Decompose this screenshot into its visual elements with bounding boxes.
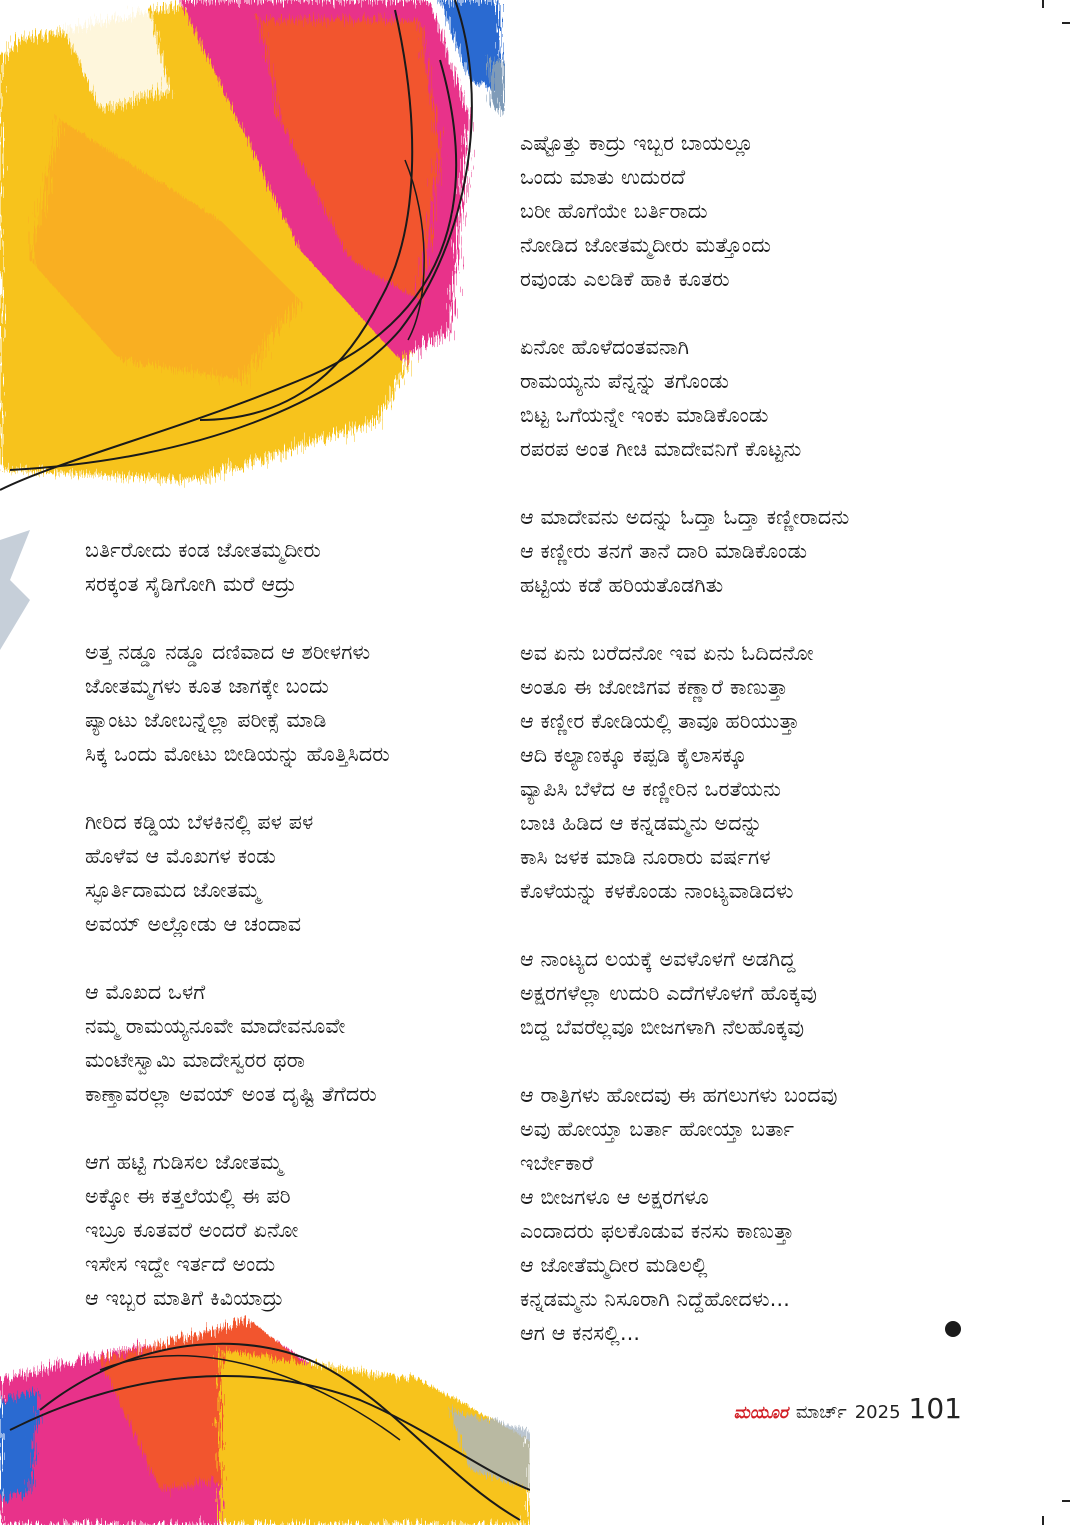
poem-line: ಸರಕ್ಕಂತ ಸೈಡಿಗೋಗಿ ಮರೆ ಆದ್ರು bbox=[85, 572, 296, 596]
poem-line: ಏನೋ ಹೊಳೆದಂತವನಾಗಿ bbox=[520, 335, 690, 359]
poem-stanza bbox=[520, 1078, 990, 1350]
poem-line: ಇಸೇಸ ಇದ್ದೇ ಇರ್ತದೆ ಅಂದು bbox=[85, 1252, 276, 1276]
crop-mark-right-top bbox=[1062, 22, 1070, 24]
poem-stanza bbox=[520, 942, 990, 1044]
poem-line: ಆಗ ಹಟ್ಟಿ ಗುಡಿಸಲ ಜೋತಮ್ಮ bbox=[85, 1150, 283, 1174]
crop-mark-top bbox=[1042, 0, 1044, 8]
poem-line: ಅಕ್ಷರಗಳೆಲ್ಲಾ ಉದುರಿ ಎದೆಗಳೊಳಗೆ ಹೊಕ್ಕವು bbox=[520, 981, 818, 1005]
poem-line: ಕಾಣ್ತಾವರಲ್ಲಾ ಅವಯ್ ಅಂತ ದೃಷ್ಟಿ ತೆಗೆದರು bbox=[85, 1082, 377, 1106]
poem-line: ಇರ್ಬೇಕಾರೆ bbox=[520, 1151, 594, 1175]
poem-left-column bbox=[85, 533, 515, 1349]
poem-line: ಅಂತೂ ಈ ಜೋಜಿಗವ ಕಣ್ಣಾರೆ ಕಾಣುತ್ತಾ bbox=[520, 675, 788, 699]
poem-line: ಒಂದು ಮಾತು ಉದುರದೆ bbox=[520, 165, 686, 189]
poem-line: ರಾಮಯ್ಯನು ಪೆನ್ನನ್ನು ತಗೊಂಡು bbox=[520, 369, 730, 393]
poem-stanza bbox=[85, 635, 515, 771]
issue-month: ಮಾರ್ಚ್ bbox=[795, 1402, 847, 1423]
poem-line: ಎಂದಾದರು ಫಲಕೊಡುವ ಕನಸು ಕಾಣುತ್ತಾ bbox=[520, 1219, 795, 1243]
poem-line: ರಪರಪ ಅಂತ ಗೀಚಿ ಮಾದೇವನಿಗೆ ಕೊಟ್ಟನು bbox=[520, 437, 802, 461]
poem-line: ಸ್ಫೂರ್ತಿದಾಮದ ಜೋತಮ್ಮ bbox=[85, 878, 261, 902]
poem-line: ಎಷ್ಟೊತ್ತು ಕಾದ್ರು ಇಬ್ಬರ ಬಾಯಲ್ಲೂ bbox=[520, 131, 754, 155]
poem-line: ಆ ಮೊಖದ ಒಳಗೆ bbox=[85, 980, 206, 1004]
decorative-brush-art-top bbox=[0, 0, 505, 500]
poem-line: ರವುಂಡು ಎಲಡಿಕೆ ಹಾಕಿ ಕೂತರು bbox=[520, 267, 730, 291]
poem-line: ವ್ಯಾಪಿಸಿ ಬೆಳೆದ ಆ ಕಣ್ಣೀರಿನ ಒರತೆಯನು bbox=[520, 777, 782, 801]
poem-line: ಬಿದ್ದ ಬೆವರೆಲ್ಲವೂ ಬೀಜಗಳಾಗಿ ನೆಲಹೊಕ್ಕವು bbox=[520, 1015, 805, 1039]
poem-stanza bbox=[520, 636, 990, 908]
poem-line: ಬಾಚಿ ಹಿಡಿದ ಆ ಕನ್ನಡಮ್ಮನು ಅದನ್ನು bbox=[520, 811, 763, 835]
poem-line: ಅವಯ್ ಅಲ್ಲೋಡು ಆ ಚಂದಾವ bbox=[85, 912, 302, 936]
poem-line: ಹೊಳೆವ ಆ ಮೊಖಗಳ ಕಂಡು bbox=[85, 844, 276, 868]
poem-line: ಬರ್ತಿರೋದು ಕಂಡ ಜೋತಮ್ಮದೀರು bbox=[85, 538, 322, 562]
decorative-brush-art-side bbox=[0, 520, 40, 660]
poem-line: ಆ ಕಣ್ಣೀರ ಕೋಡಿಯಲ್ಲಿ ತಾವೂ ಹರಿಯುತ್ತಾ bbox=[520, 709, 800, 733]
poem-stanza bbox=[520, 330, 990, 466]
poem-line: ಇಬ್ರೂ ಕೂತವರೆ ಅಂದರೆ ಏನೋ bbox=[85, 1218, 299, 1242]
poem-line: ಬರೀ ಹೊಗೆಯೇ ಬರ್ತಿರಾದು bbox=[520, 199, 708, 223]
poem-line: ಆ ಕಣ್ಣೀರು ತನಗೆ ತಾನೆ ದಾರಿ ಮಾಡಿಕೊಂಡು bbox=[520, 539, 808, 563]
poem-line: ಆ ರಾತ್ರಿಗಳು ಹೋದವು ಈ ಹಗಲುಗಳು ಬಂದವು bbox=[520, 1083, 838, 1107]
poem-line: ಅವು ಹೋಯ್ತಾ ಬರ್ತಾ ಹೋಯ್ತಾ ಬರ್ತಾ bbox=[520, 1117, 795, 1141]
poem-stanza bbox=[520, 126, 990, 296]
poem-line: ಜೋತಮ್ಮಗಳು ಕೂತ ಜಾಗಕ್ಕೇ ಬಂದು bbox=[85, 674, 329, 698]
poem-line: ಆ ಇಬ್ಬರ ಮಾತಿಗೆ ಕಿವಿಯಾದ್ರು bbox=[85, 1286, 284, 1310]
poem-line: ಪ್ಯಾಂಟು ಜೋಬನ್ನೆಲ್ಲಾ ಪರೀಕ್ಸೆ ಮಾಡಿ bbox=[85, 708, 327, 732]
poem-line: ಕೊಳೆಯನ್ನು ಕಳಕೊಂಡು ನಾಂಟ್ಯವಾಡಿದಳು bbox=[520, 879, 794, 903]
poem-line: ಅತ್ತ ನಡ್ಡೂ ನಡ್ಡೂ ದಣಿವಾದ ಆ ಶರೀಳಗಳು bbox=[85, 640, 371, 664]
poem-line: ಆ ನಾಂಟ್ಯದ ಲಯಕ್ಕೆ ಅವಳೊಳಗೆ ಅಡಗಿದ್ದ bbox=[520, 947, 796, 971]
issue-year: 2025 bbox=[854, 1402, 901, 1423]
poem-line: ಆಗ ಆ ಕನಸಲ್ಲಿ... bbox=[520, 1321, 641, 1345]
poem-line: ಗೀರಿದ ಕಡ್ಡಿಯ ಬೆಳಕಿನಲ್ಲಿ ಪಳ ಪಳ bbox=[85, 810, 314, 834]
poem-stanza bbox=[85, 975, 515, 1111]
poem-stanza bbox=[85, 1145, 515, 1315]
poem-line: ನಮ್ಮ ರಾಮಯ್ಯನೂವೇ ಮಾದೇವನೂವೇ bbox=[85, 1014, 346, 1038]
poem-line: ಆ ಮಾದೇವನು ಅದನ್ನು ಓದ್ತಾ ಓದ್ತಾ ಕಣ್ಣೀರಾದನು bbox=[520, 505, 850, 529]
poem-line: ಸಿಕ್ಕ ಒಂದು ಮೋಟು ಬೀಡಿಯನ್ನು ಹೊತ್ತಿಸಿದರು bbox=[85, 742, 390, 766]
page-number: 101 bbox=[908, 1392, 962, 1425]
poem-line: ಆ ಜೋತೆಮ್ಮದೀರ ಮಡಿಲಲ್ಲಿ bbox=[520, 1253, 708, 1277]
poem-line: ಅಕ್ಕೋ ಈ ಕತ್ತಲೆಯಲ್ಲಿ ಈ ಪರಿ bbox=[85, 1184, 291, 1208]
page-footer bbox=[734, 1392, 962, 1425]
poem-line: ನೋಡಿದ ಜೋತಮ್ಮದೀರು ಮತ್ತೊಂದು bbox=[520, 233, 772, 257]
poem-stanza bbox=[85, 533, 515, 601]
poem-line: ಹಟ್ಟಿಯ ಕಡೆ ಹರಿಯತೊಡಗಿತು bbox=[520, 573, 724, 597]
poem-line: ಬಿಟ್ಟ ಒಗೆಯನ್ನೇ ಇಂಕು ಮಾಡಿಕೊಂಡು bbox=[520, 403, 769, 427]
poem-right-column bbox=[520, 126, 990, 1384]
poem-stanza bbox=[85, 805, 515, 941]
crop-mark-right-bottom bbox=[1062, 1500, 1070, 1502]
poem-line: ಆದಿ ಕಲ್ಯಾಣಕ್ಕೂ ಕಪ್ಪಡಿ ಕೈಲಾಸಕ್ಕೂ bbox=[520, 743, 747, 767]
poem-line: ಕಾಸಿ ಜಳಕ ಮಾಡಿ ನೂರಾರು ವರ್ಷಗಳ bbox=[520, 845, 771, 869]
poem-line: ಅವ ಏನು ಬರೆದನೋ ಇವ ಏನು ಓದಿದನೋ bbox=[520, 641, 814, 665]
poem-line: ಮಂಟೇಸ್ವಾಮಿ ಮಾದೇಸ್ವರರ ಥರಾ bbox=[85, 1048, 306, 1072]
poem-stanza bbox=[520, 500, 990, 602]
crop-mark-bottom bbox=[1042, 1516, 1044, 1525]
poem-line: ಕನ್ನಡಮ್ಮನು ನಿಸೂರಾಗಿ ನಿದ್ದೆಹೋದಳು... bbox=[520, 1287, 790, 1311]
poem-line: ಆ ಬೀಜಗಳೂ ಆ ಅಕ್ಷರಗಳೂ bbox=[520, 1185, 709, 1209]
end-bullet-icon bbox=[945, 1321, 961, 1337]
magazine-brand: ಮಯೂರ bbox=[733, 1403, 788, 1423]
